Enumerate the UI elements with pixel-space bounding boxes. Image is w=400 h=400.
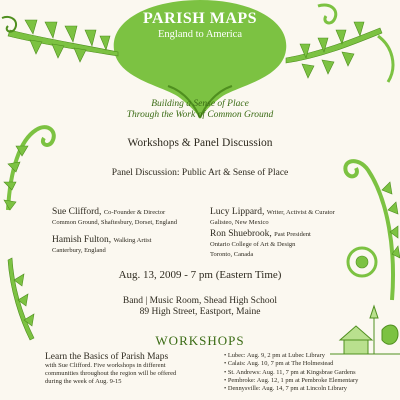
workshop-schedule-list [224,352,400,393]
panelist-lucy-lippard [210,207,335,228]
panel-discussion-title: Panel Discussion: Public Art & Sense of Place [111,168,289,178]
tagline [0,99,400,121]
panelist-hamish-fulton [52,235,151,256]
panelist-affiliation: Galisteo, New Mexico [210,219,269,226]
schedule-item-pembroke: • Pembroke: Aug. 12, 1 pm at Pembroke Elementary [224,376,359,384]
panelist-affiliation: Ontario College of Art & Design [210,241,296,248]
panelist-name: Sue Clifford, [52,207,102,217]
workshops-learn-title: Learn the Basics of Parish Maps [45,352,169,362]
panelist-role: Walking Artist [113,237,152,244]
tagline-line-1: Building a Sense of Place [151,99,249,109]
panelist-name: Hamish Fulton, [52,235,112,245]
schedule-item-calais: • Calais: Aug. 10, 7 pm at The Holmestead [224,360,334,368]
panelist-sue-clifford [52,207,177,228]
workshops-description [45,362,215,386]
panelist-ron-shuebrook [210,229,311,260]
schedule-item-lubec: • Lubec: Aug. 9, 2 pm at Lubec Library [224,352,325,359]
panelist-location: Toronto, Canada [210,251,254,258]
description-line: communities throughout the region will be offered [45,370,177,377]
poster-subtitle: England to America [158,29,242,40]
event-venue [0,296,400,318]
panelist-affiliation: Common Ground, Shaftesbury, Dorset, England [52,219,178,226]
description-line: with Sue Clifford. Five workshops in different [45,362,166,369]
panelist-role: Writer, Activist & Curator [266,209,335,216]
workshops-heading: WORKSHOPS [155,333,245,348]
tagline-line-2: Through the Work of Common Ground [126,110,274,120]
panelist-role: Co-Founder & Director [103,209,166,216]
panelist-affiliation: Canterbury, England [52,247,106,254]
description-line: during the week of Aug. 9-15 [45,378,122,385]
venue-line-1: Band | Music Room, Shead High School [122,296,278,306]
panelist-name: Lucy Lippard, [210,207,265,217]
section-title: Workshops & Panel Discussion [127,137,273,149]
venue-line-2: 89 High Street, Eastport, Maine [139,307,261,317]
poster-title: PARISH MAPS [142,10,258,27]
event-date-time: Aug. 13, 2009 - 7 pm (Eastern Time) [118,269,282,281]
schedule-item-dennysville: • Dennysville: Aug. 14, 7 pm at Lincoln Library [224,385,347,393]
schedule-item-st-andrews: • St. Andrews: Aug. 11, 7 pm at Kingsbrae Gardens [224,368,356,376]
panelist-role: Past President [274,231,311,238]
panelist-name: Ron Shuebrook, [210,229,272,239]
